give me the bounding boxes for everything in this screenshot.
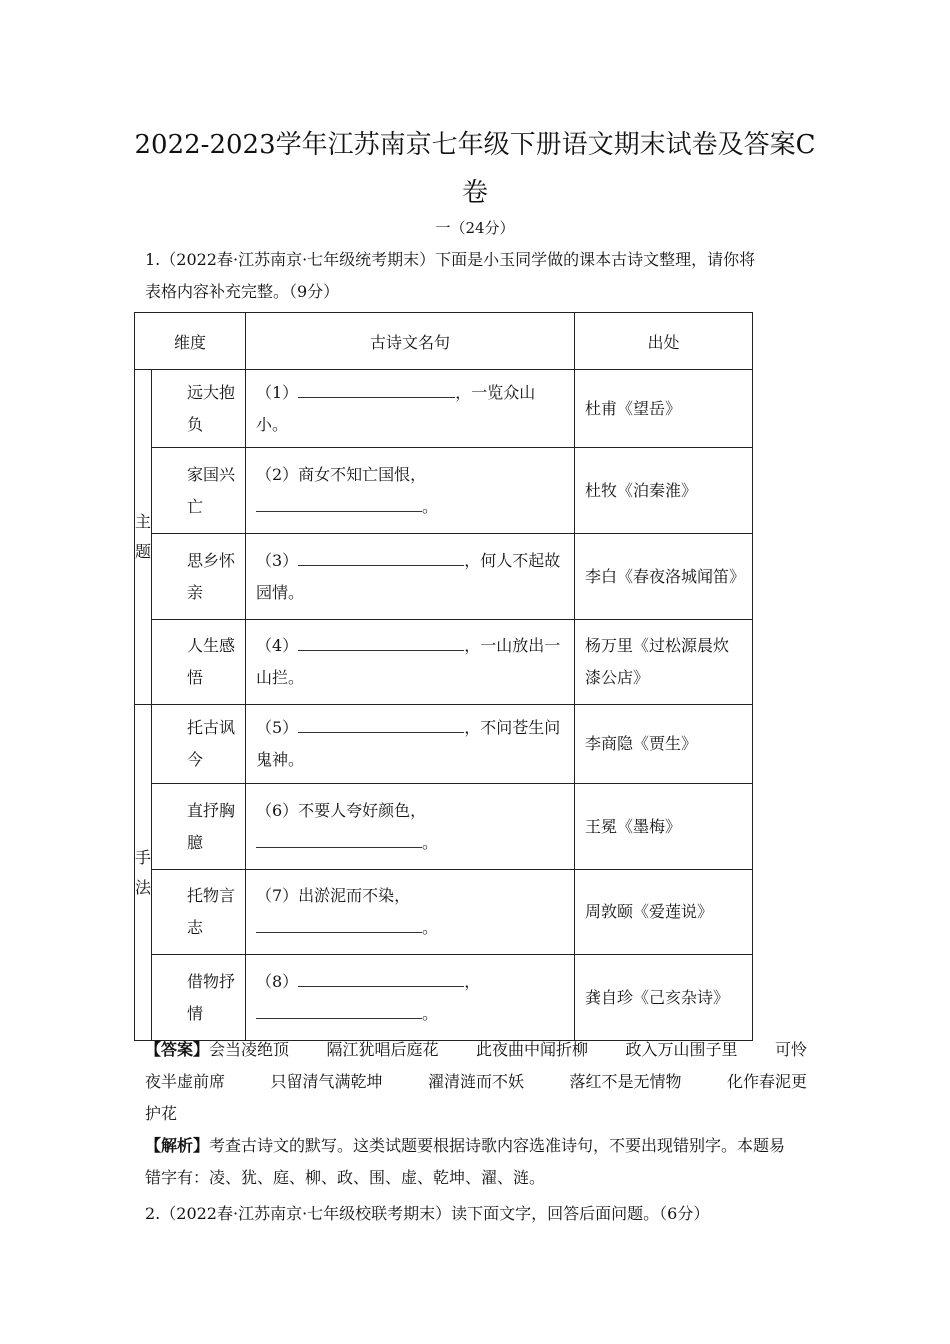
source-cell: 杜甫《望岳》 <box>575 370 753 448</box>
source-cell: 李商隐《贾生》 <box>575 705 753 784</box>
answer-blank[interactable] <box>256 829 422 848</box>
question-2: 2.（2022春·江苏南京·七年级校联考期末）读下面文字，回答后面问题。（6分） <box>145 1204 710 1223</box>
dimension-cell: 家国兴 亡 <box>152 448 246 534</box>
quote-cell: （1） ，一览众山小。 <box>246 370 575 448</box>
table-row <box>135 955 753 1041</box>
category-theme: 主 题 <box>135 370 152 705</box>
table-row <box>135 870 753 955</box>
question-1-line2: 表格内容补充完整。（9分） <box>145 282 340 301</box>
answer-blank[interactable] <box>256 914 422 933</box>
dimension-cell: 远大抱 负 <box>152 370 246 448</box>
answer-blank[interactable] <box>298 547 464 566</box>
analysis-block: 【解析】考查古诗文的默写。这类试题要根据诗歌内容选准诗句，不要出现错别字。本题易 错字有：凌、犹、庭、柳、政、围、虚、乾坤、濯、涟。 <box>145 1136 786 1187</box>
question-1-line1: 1.（2022春·江苏南京·七年级统考期末）下面是小玉同学做的课本古诗文整理，请你将 <box>145 250 756 269</box>
source-cell: 龚自珍《己亥杂诗》 <box>575 955 753 1041</box>
source-cell: 杜牧《泊秦淮》 <box>575 448 753 534</box>
answer-blank[interactable] <box>256 1000 422 1019</box>
answer-blank[interactable] <box>298 379 455 398</box>
dimension-cell: 人生感 悟 <box>152 620 246 705</box>
answer-blank[interactable] <box>298 968 464 987</box>
answer-line1: 【答案】会当凌绝顶 隔江犹唱后庭花 此夜曲中闻折柳 政入万山围子里 可怜 <box>145 1040 807 1059</box>
quote-cell: （3） ，何人不起故 园情。 <box>246 534 575 620</box>
quote-cell: （6）不要人夸好颜色， 。 <box>246 784 575 870</box>
source-cell: 王冕《墨梅》 <box>575 784 753 870</box>
source-cell: 李白《春夜洛城闻笛》 <box>575 534 753 620</box>
answer-label: 【答案】 <box>145 1040 210 1059</box>
dimension-cell: 思乡怀 亲 <box>152 534 246 620</box>
question-1 <box>145 244 807 308</box>
table-row <box>135 784 753 870</box>
table-row <box>135 534 753 620</box>
dimension-cell: 直抒胸 臆 <box>152 784 246 870</box>
answer-block <box>145 1034 807 1130</box>
quote-cell: （8） ， 。 <box>246 955 575 1041</box>
answer-line2: 夜半虚前席 只留清气满乾坤 濯清涟而不妖 落红不是无情物 化作春泥更 <box>145 1072 807 1091</box>
answer-line3: 护花 <box>145 1104 178 1123</box>
analysis-label: 【解析】 <box>145 1136 210 1155</box>
document-title-line2: 卷 <box>461 178 488 208</box>
table-row <box>135 370 753 448</box>
header-source: 出处 <box>575 313 753 370</box>
table-row <box>135 448 753 534</box>
quote-cell: （4） ，一山放出一 山拦。 <box>246 620 575 705</box>
poetry-table <box>134 312 753 1041</box>
dimension-cell: 托古讽 今 <box>152 705 246 784</box>
section-heading: 一（24分） <box>435 219 515 237</box>
source-cell: 周敦颐《爱莲说》 <box>575 870 753 955</box>
answer-blank[interactable] <box>298 714 464 733</box>
document-title-line1: 2022-2023学年江苏南京七年级下册语文期末试卷及答案C <box>134 130 816 160</box>
quote-cell: （5） ，不问苍生问 鬼神。 <box>246 705 575 784</box>
answer-blank[interactable] <box>256 493 422 512</box>
quote-cell: （2）商女不知亡国恨， 。 <box>246 448 575 534</box>
source-cell: 杨万里《过松源晨炊 漆公店》 <box>575 620 753 705</box>
dimension-cell: 借物抒 情 <box>152 955 246 1041</box>
header-quote: 古诗文名句 <box>246 313 575 370</box>
category-technique: 手 法 <box>135 705 152 1041</box>
dimension-cell: 托物言 志 <box>152 870 246 955</box>
quote-cell: （7）出淤泥而不染， 。 <box>246 870 575 955</box>
header-dimension: 维度 <box>135 313 246 370</box>
table-header-row <box>135 313 753 370</box>
table-row <box>135 620 753 705</box>
answer-blank[interactable] <box>298 632 464 651</box>
table-row <box>135 705 753 784</box>
